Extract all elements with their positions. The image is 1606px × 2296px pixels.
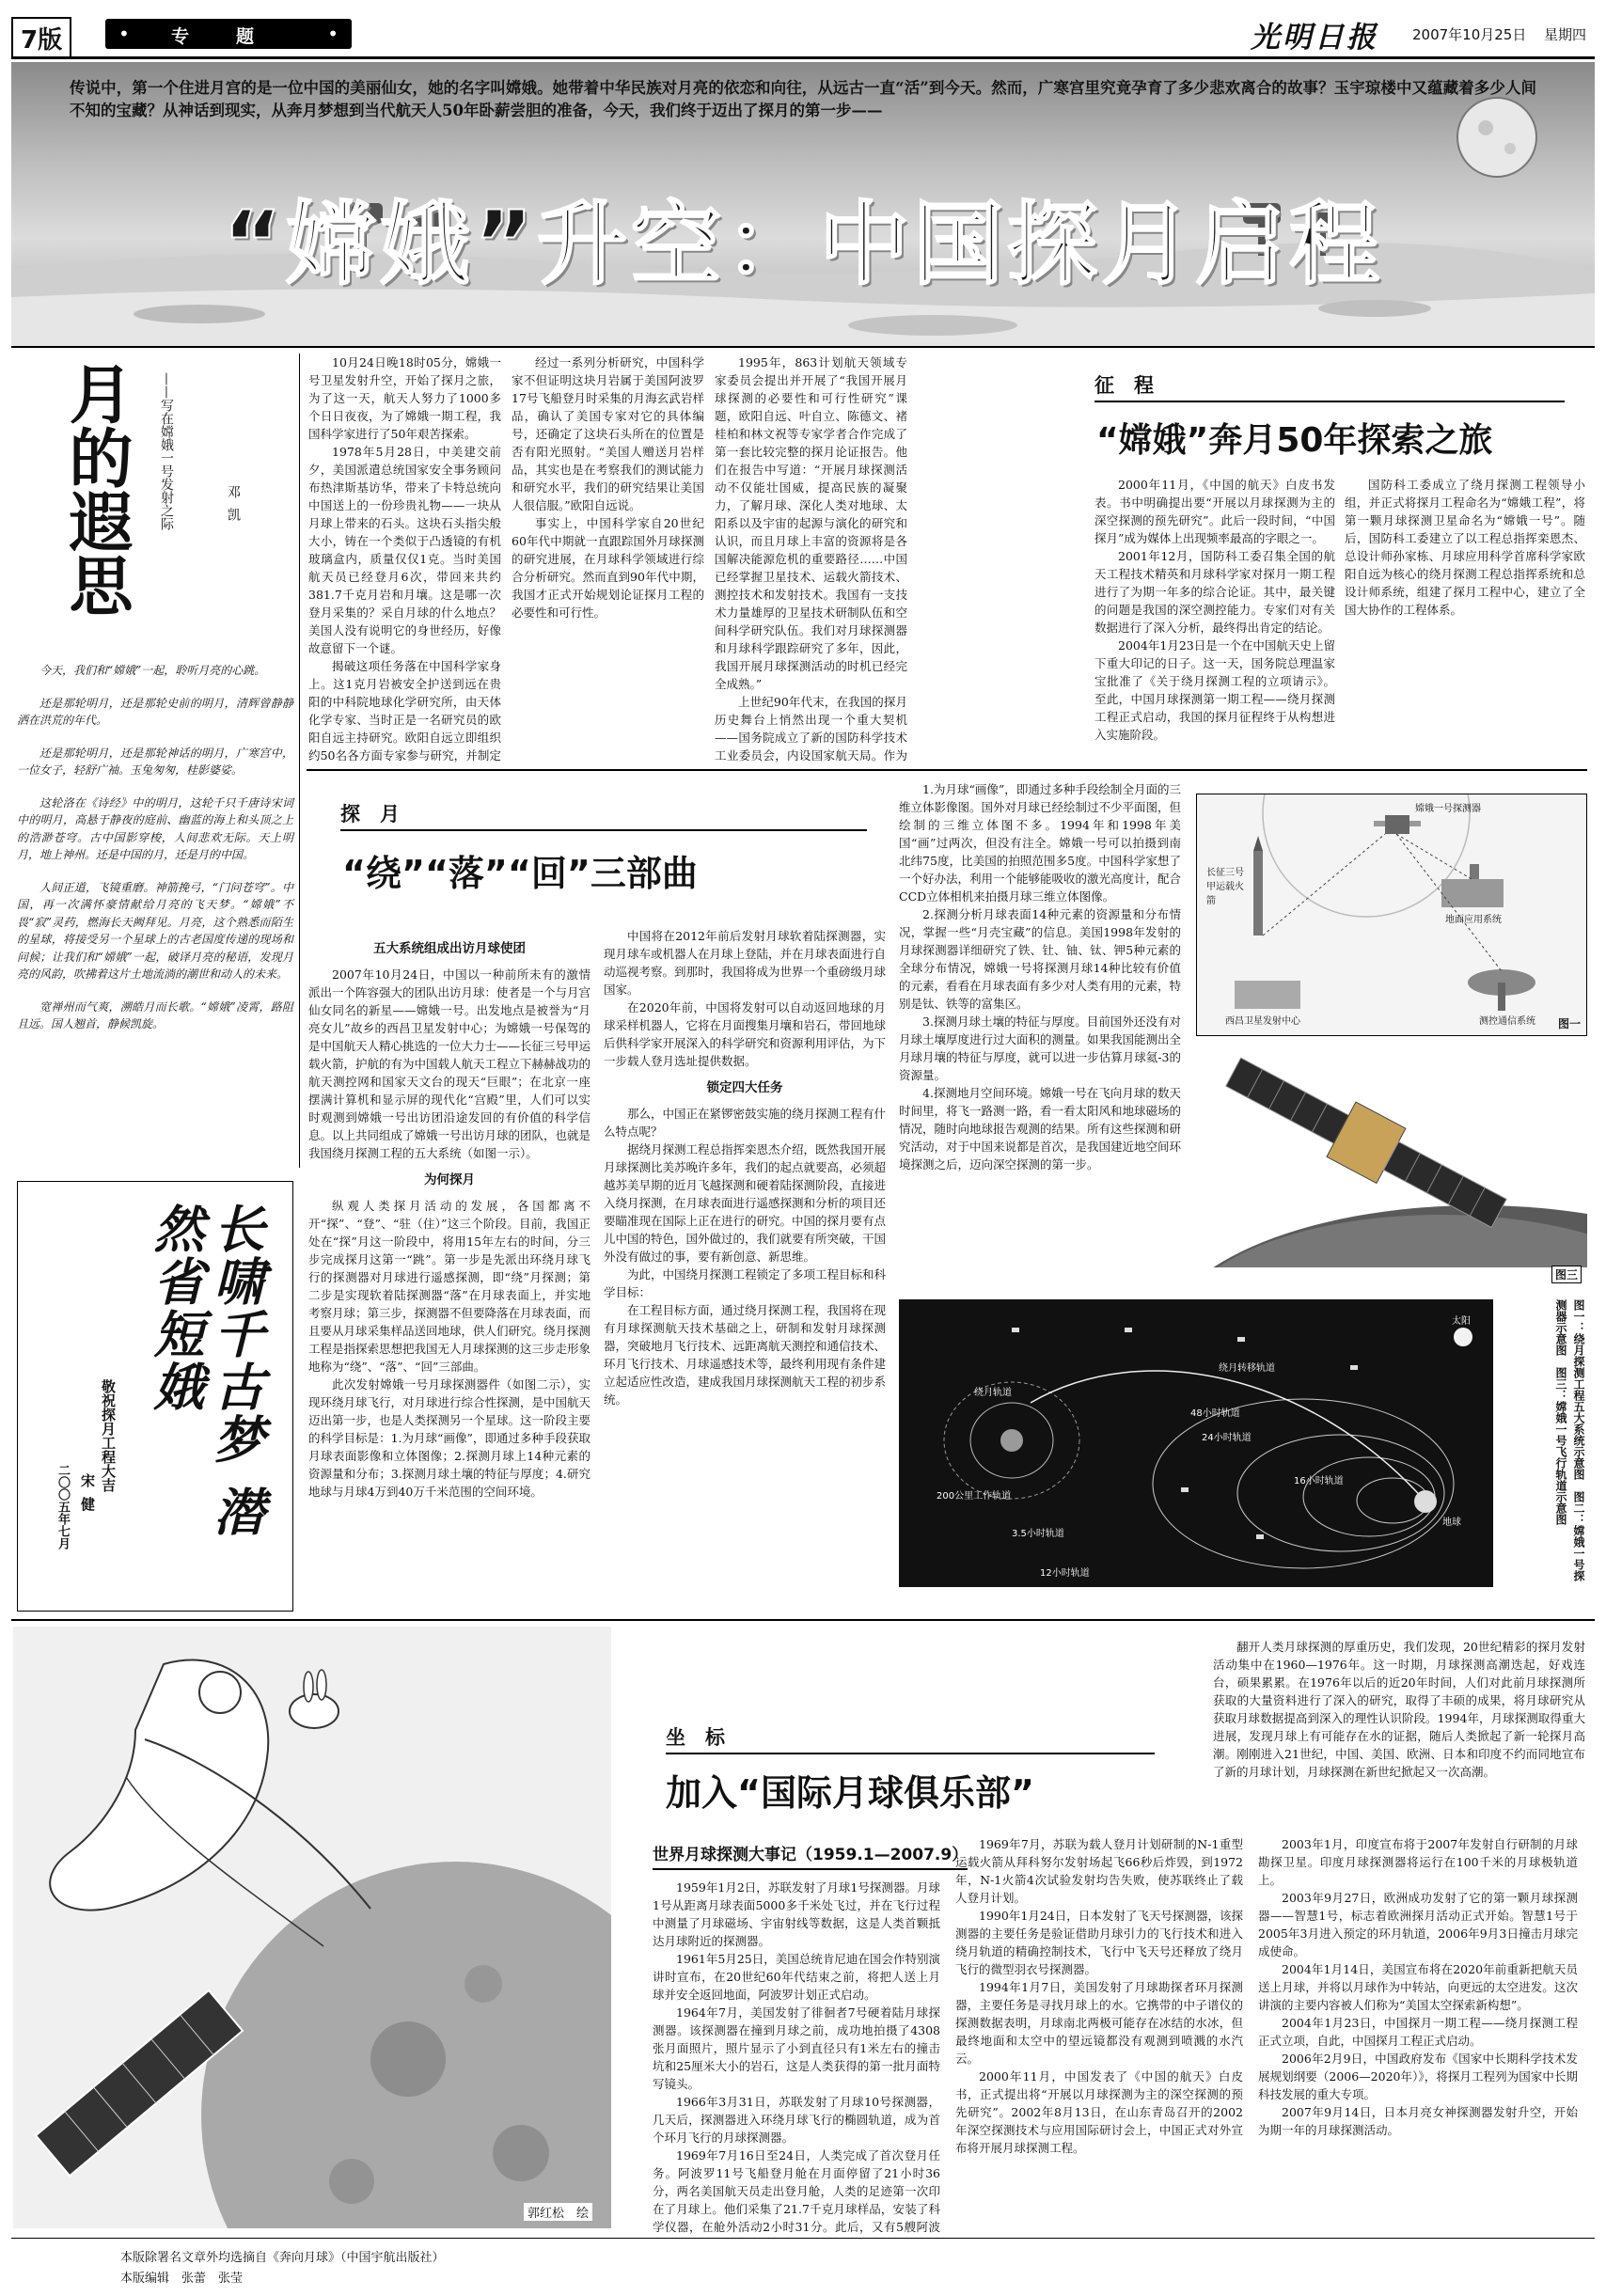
fig1-label-probe: 嫦娥一号探测器 [1415,804,1481,814]
chronicle-item: 2004年1月14日，美国宣布将在2020年前重新把航天员送上月球，并将以月球作为中转站，向更远的太空进发。这次讲演的主要内容被人们称为“美国太空探索新构想”。 [1258,1962,1578,2012]
club-tag: 坐 标 [666,1726,725,1749]
essay-column [13,354,297,1168]
chronicle-item: 2000年11月，中国发表了《中国的航天》白皮书，正式提出将“开展以月球探测为主的深空探测的预先研究”。2002年8月13日，在山东青岛召开的2002年深空探测技术与应用国际研讨会上，中国正式对外宣布将开展月球探测工程。 [955,2069,1243,2155]
chronicle-item: 1969年7月16日至24日，人类完成了首次登月任务。阿波罗11号飞船登月舱在月面停留了21小时36分，两名美国航天员走出登月舱，人类的足迹第一次印在了月球上。他们采集了21.7千克月球样品，安装了科学仪器，在舱外活动2小时31分。此后，又有5艘阿波 [653,2148,940,2234]
banner-headline: “嫦娥”升空：中国探月启程 [222,192,1384,297]
evolution-tag-rule [1094,401,1565,402]
orbit-label-200km: 200公里工作轨道 [937,1491,1012,1502]
article-paragraph: 1995年，863计划航天领域专家委员会提出并开展了“我国开展月球探测的必要性和可行性研究”课题，欧阳自远、叶自立、陈德文、褚桂柏和林文祝等专家学者合作完成了第一套比较完整的探月论证报告。他们在报告中写道：“开展月球探测活动不仅能壮国威，提高民族的凝聚力，了解月球、深化人类对地球、太阳系以及宇宙的起源与演化的研究和认识，而且月球上丰富的资源将是各国解决能源危机的重要路径……中国已经掌握卫星技术、运载火箭技术、测控技术和发射技术。我国有一支技术力量雄厚的卫星技术研制队伍和空间科学研究队伍。我们对月球探测器和月球科学跟踪研究了多年，因此，我国开展月球探测活动的时机已经完全成熟。” [715,355,907,691]
section-box [105,19,352,49]
essay-subtitle: ——写在嫦娥一号发射之际 [159,372,174,530]
banner-lead: 传说中，第一个住进月宫的是一位中国的美丽仙女，她的名字叫嫦娥。她带着中华民族对月亮的依恋和向往，从远古一直“活”到今天。然而，广寒宫里究竟孕育了多少悲欢离合的故事？玉宇琼楼中又蕴藏着多少人间不知的宝藏？从神话到现实，从奔月梦想到当代航天人50年卧薪尝胆的准备，今天，我们终于迈出了探月的第一步—— [70,79,1536,119]
poem-calligraphy: 长啸千古梦 潜然省短娥 [146,1203,266,1538]
change-illustration [13,1627,611,2228]
figure-probe [1196,1046,1587,1267]
evolution-title: “嫦娥”奔月50年探索之旅 [1096,421,1493,460]
article1-col1 [308,354,501,767]
fig1-label-ground: 地面应用系统 [1445,915,1502,925]
chronicle-item: 1969年7月，苏联为载人登月计划研制的N-1重型运载火箭从拜科努尔发射场起飞66秒后炸毁，到1972年，N-1火箭4次试验发射均告失败，使苏联终止了载人登月计划。 [955,1837,1243,1905]
chronicle-item: 2006年2月9日，中国政府发布《国家中长期科学技术发展规划纲要（2006—2020年）》，将探月工程列为国家中长期科技发展的重大专项。 [1258,2052,1578,2101]
poem-dedication: 敬祝探月工程大吉 [100,1379,117,1492]
club-header [624,1627,1189,1815]
paper-name: 光明日报 [1251,21,1378,55]
figure-five-systems [1196,794,1587,1036]
poem-author: 宋健 [79,1473,96,1520]
trilogy-paragraph: 为此，中国绕月探测工程锁定了多项工程目标和科学目标： [604,1267,886,1299]
trilogy-paragraph: 中国将在2012年前后发射月球软着陆探测器，实现月球车或机器人在月球上登陆，并在月球表面进行自动巡视考察。到那时，我国将成为世界一个重磅级月球国家。 [604,929,886,997]
essay-paragraph: 人间正道，飞镜重磨。神箭挽弓，“门问苍穹”。中国，再一次满怀豪情献给月亮的飞天梦。“嫦娥”不畏“寂”灵药，燃海长天阙拜见。月亮，这个熟悉而陌生的星球，将接受另一个星球上的古老国度传递的现场和问候；让我们和“嫦娥”一起，破译月亮的秘语，发现月亮的风韵，吹拂着这片土地流淌的潮世和动人的未来。 [17,880,293,981]
trilogy-subhead: 五大系统组成出访月球使团 [373,941,526,956]
chronicle-col3 [1258,1835,1578,2238]
orbit-label-3-5h: 3.5小时轨道 [1012,1529,1064,1539]
upper-section-rule [307,769,1587,771]
chronicle-item: 2007年9月14日，日本月亮女神探测器发射升空，开始为期一年的月球探测活动。 [1258,2105,1578,2137]
trilogy-paragraph: 在工程目标方面，通过绕月探测工程，我国将在现有月球探测航天技术基础之上，研制和发射月球探测器，突破地月飞行技术、远距离航天测控和通信技术、环月飞行技术、月球遥感技术等，最终利用现有条件建立起适应性改造，建成我国月球探测航天工程的初步系统。 [604,1303,886,1407]
trilogy-subhead: 为何探月 [424,1172,475,1187]
club-tag-rule [666,1753,1155,1754]
chronicle-col1 [653,1879,940,2238]
essay-author: 邓凯 [226,485,241,530]
five-systems-diagram [1197,794,1587,1036]
masthead-rule [11,56,1595,59]
trilogy-paragraph: 纵观人类探月活动的发展，各国都离不开“探”、“登”、“驻（住）”这三个阶段。目前，我国正处在“探”月这一阶段中，将用15年左右的时间，分三步完成探月这第一“跳”。第一步是先派出环绕月球飞行的探测器对月球进行遥感探测，即“绕”月探测；第二步是实现软着陆探测器“落”在月球表面上，并实地考察月球；第三步，探测器不但要降落在月球表面，而且要从月球采集样品送回地球，供人们研究。绕月探测工程是指探索思想把我国无人月球探测的这三步走形象地称为“绕”、“落”、“回”三部曲。 [308,1199,590,1374]
essay-paragraph: 今天，我们和“嫦娥”一起，聆听月亮的心跳。 [39,664,266,677]
trilogy-paragraph: 2007年10月24日，中国以一种前所未有的激情派出一个阵容强大的团队出访月球：使者是一个与月宫仙女同名的新星——嫦娥一号。出发地点是被誉为“月亮女儿”故乡的西昌卫星发射中心；为嫦娥一号保驾的是中国航天人精心挑选的一位大力士——长征三号甲运载火箭，护航的有为中国载人航天工程立下赫赫战功的航天测控网和国家天文台的现天“巨眼”；在北京一座摆满计算机和显示屏的现代化“宫殿”里，人们可以实时观测到嫦娥一号出访团沿途发回的有价值的科学信息。以上共同组成了嫦娥一号出访月球的团队，也就是我国绕月探测工程的五大系统（如图一示）。 [308,967,590,1160]
article1-col2 [512,354,704,767]
evolution-paragraph: 2000年11月，《中国的航天》白皮书发表。书中明确提出要“开展以月球探测为主的深空探测的预先研究”。此后一段时间，“中国探月”成为媒体上出现频率最高的字眼之一。 [1094,478,1335,545]
section-dot-left: • [118,23,130,45]
footer-rule [11,2238,1595,2239]
chronicle-item: 2004年1月23日，中国探月一期工程——绕月探测工程正式立项，自此，中国探月工程正式启动。 [1258,2016,1578,2048]
chronicle-item: 1964年7月，美国发射了徘徊者7号硬着陆月球探测器。该探测器在撞到月球之前，成功地拍摄了4308张月面照片，照片显示了小到直径只有1米左右的撞击坑和25厘米大小的岩石，这是人类获得的第一批月面特写镜头。 [653,2005,940,2091]
chronicle-item: 1959年1月2日，苏联发射了月球1号探测器。月球1号从距离月球表面5000多千米处飞过，并在飞行过程中测量了月球磁场、宇宙射线等数据，这是人类首颗抵达月球附近的探测器。 [653,1880,940,1948]
section-label: 专 题 [171,26,259,47]
orbit-label-16h: 16小时轨道 [1294,1476,1344,1486]
evolution-paragraph: 2004年1月23日是一个在中国航天史上留下重大印记的日子。这一天，国务院总理温家宝批准了《关于绕月探测工程的立项请示》。至此，中国月球探测第一期工程——绕月探测工程正式启动，我国的探月征程终于从构想进入实施阶段。 [1094,638,1335,742]
evolution-paragraph: 2001年12月，国防科工委召集全国的航天工程技术精英和月球科学家对探月一期工程进行了为期一年多的综合论证。其中，最关键的问题是我国的深空测控能力。专家们对有关数据进行了深入分析，最终得出肯定的结论。 [1094,549,1335,635]
essay-paragraph: 这轮洛在《诗经》中的明月，这轮千只千唐诗宋词中的明月，高悬于静夜的庭前、幽蓝的海上和头顶之上的浩渺苍穹。古中国影穿梭，人间悲欢无际。天上明月，地上神州。还是中国的月，还是月的中国。 [17,795,293,861]
essay-paragraph: 宽禅州而气爽，溯皓月而长歌。“嫦娥”凌霄，路阻且远。国人翘首，静候凯旋。 [17,999,293,1030]
banner-rule [11,346,1595,348]
chronicle-item: 2003年9月27日，欧洲成功发射了它的第一颗月球探测器——智慧1号，标志着欧洲探月活动正式开始。智慧1号于2005年3月进入预定的环月轨道，2006年9月3日撞击月球完成使命。 [1258,1891,1578,1958]
trilogy-paragraph: 1.为月球“画像”，即通过多种手段绘制全月面的三维立体影像图。国外对月球已经绘制过不少平面图，但绘制的三维立体图不多。1994年和1998年美国“画”过两次，但没有注全。嫦娥一号可以拍摄到南北纬75度，比美国的拍照范围多5度。中国科学家想了一个好办法，利用一个能够能吸收的激光高度计，配合CCD立体相机来拍摄月球三维立体图像。 [899,782,1181,904]
fig1-label-tracking: 测控通信系统 [1479,1016,1535,1027]
essay-paragraph: 还是那轮明月，还是那轮史前的明月，清辉曾静静洒在洪荒的年代。 [17,696,293,727]
fig1-label: 图一 [1557,1017,1581,1030]
issue-date: 2007年10月25日 [1412,26,1527,43]
poem-box [17,1181,293,1612]
orbit-label-transfer: 绕月转移轨道 [1219,1363,1275,1374]
banner [11,62,1595,346]
chronicle-item: 1990年1月24日，日本发射了飞天号探测器，该探测器的主要任务是验证借助月球引力的飞行技术和进入绕月轨道的精确控制技术，飞行中飞天号还释放了绕月飞行的微型羽衣号探测器。 [955,1909,1243,1976]
figure-orbit [899,1299,1493,1587]
trilogy-header [308,780,891,921]
trilogy-col1 [308,931,590,1589]
middle-section-rule [11,1619,1595,1621]
essay-title: 月的遐思 [58,361,133,617]
edition-label: 7版 [11,17,71,59]
fig3-label: 图三 [1551,1266,1582,1283]
illustration-credit: 郭红松 绘 [524,2203,592,2221]
article-paragraph: 10月24日晚18时05分，嫦娥一号卫星发射升空，开始了探月之旅，为了这一天，航天人努力了1000多个日日夜夜，为了嫦娥一期工程，我国科学家进行了50年艰苦探索。 [308,355,501,441]
trilogy-col3 [899,780,1181,1269]
essay-paragraph: 还是那轮明月，还是那轮神话的明月，广寒宫中，一位女子，轻舒广袖。玉兔匆匆，桂影婆娑。 [17,746,293,777]
article-paragraph: 揭破这项任务落在中国科学家身上。这1克月岩被安全护送到远在贵阳的中科院地球化学研究所，由天体化学专家、当时正是一名研究员的欧阳自远主持研究。欧阳自远立即组织约50名各方面专家参与研究，并制定 [308,659,501,763]
footer-editors: 本版编辑 张蕾 张莹 [120,2272,244,2286]
club-intro [1213,1638,1585,1824]
evolution-tag: 征 程 [1094,374,1154,397]
club-intro-paragraph: 翻开人类月球探测的厚重历史，我们发现，20世纪精彩的探月发射活动集中在1960—1976年。这一时期，月球探测高潮迭起，好戏连台，硕果累累。在1976年以后的近20年时间，人们对此前月球探测所获取的大量资料进行了深入的研究，取得了丰硕的成果，将月球研究从获取月球数据提高到深入的理性认识阶段。1994年，月球探测取得重大进展，发现月球上有可能存在水的证据，随后人类掀起了新一轮探月高潮。刚刚进入21世纪，中国、美国、欧洲、日本和印度不约而同地宣布了新的月球计划，月球探测在新世纪掀起又一次高潮。 [1213,1640,1585,1779]
change-rabbit-drawing [13,1627,611,2228]
chronicle-col2 [955,1835,1243,2238]
trilogy-col2 [604,927,886,1589]
orbit-label-24h: 24小时轨道 [1202,1433,1252,1443]
orbit-label-48h: 48小时轨道 [1190,1408,1240,1419]
trilogy-paragraph: 此次发射嫦娥一号月球探测器件（如图二示），实现环绕月球飞行，对月球进行综合性探测，是中国航天迈出第一步，也是人类探测另一个星球。这一阶段主要的科学目标是：1.为月球“画像”，即通过多种手段获取月球表面影像和立体图像；2.探测月球上14种元素的资源量和分布；3.探测月球土壤的特征与厚度；4.研究地球与月球4万到40万千米范围的空间环境。 [308,1377,590,1499]
article1-col3 [715,354,907,767]
evolution-col2 [1345,476,1585,754]
issue-weekday: 星期四 [1544,26,1587,43]
evolution-col1 [1094,476,1335,754]
orbit-label-sun: 太阳 [1452,1316,1471,1327]
trilogy-tag-rule [340,829,867,831]
section-dot-right: • [327,23,339,45]
probe-illustration [1196,1046,1587,1267]
evolution-header [918,354,1587,470]
chronicle-item: 1966年3月31日，苏联发射了月球10号探测器，几天后，探测器进入环绕月球飞行的椭圆轨道，成为首个环月飞行的月球探测器。 [653,2095,940,2145]
footer-source-note: 本版除署名文章外均选摘自《奔向月球》（中国宇航出版社） [120,2251,445,2265]
chronicle-item: 2003年1月，印度宣布将于2007年发射自行研制的月球勘探卫星。印度月球探测器将运行在100千米的月球极轨道上。 [1258,1837,1578,1887]
trilogy-paragraph: 那么，中国正在紧锣密鼓实施的绕月探测工程有什么特点呢？ [604,1107,886,1139]
article-paragraph: 上世纪90年代末，在我国的探月历史舞台上悄然出现一个重大契机——国务院成立了新的国防科学技术工业委员会，内设国家航天局。作为 [715,695,907,763]
poem-date: 二〇〇五年七月 [55,1464,70,1549]
trilogy-paragraph: 在2020年前，中国将发射可以自动返回地球的月球采样机器人，它将在月面搜集月壤和岩石，带回地球后供科学家开展深入的科学研究和资源利用评估，为下一步载人登月选址提供数据。 [604,1000,886,1068]
article-paragraph: 1978年5月28日，中美建交前夕，美国派遣总统国家安全事务顾问布热津斯基访华，带来了卡特总统向中国送上的一份珍贵礼物——一块从月球上带来的石头。这块石头指尖般大小，铸在一个类似于凸透镜的有机玻璃盒内，质量仅仅1克。当时美国航天员已经登月6次，带回来共约381.7千克月岩和月壤。这是哪一次登月采集的？采自月球的什么地点？美国人没有说明它的身世经历，好像故意留下一个谜。 [308,445,501,655]
club-title: 加入“国际月球俱乐部” [666,1772,1034,1814]
fig1-label-rocket: 长征三号甲运载火箭 [1206,868,1244,906]
orbit-label-earth: 地球 [1442,1518,1461,1528]
trilogy-paragraph: 3.探测月球土壤的特征与厚度。目前国外还没有对月球土壤厚度进行过大面积的测量。如果我国能测出全月球月壤的特征与厚度，就可以进一步估算月球氦-3的资源量。 [899,1014,1181,1082]
essay-divider [299,354,300,1168]
chronicle-box [636,1832,1587,2240]
figure-captions: 图一：绕月探测工程五大系统示意图 图二：嫦娥一号探测器示意图 图三：嫦娥一号飞行轨道示意图 [1554,1299,1585,1581]
trilogy-paragraph: 4.探测地月空间环境。嫦娥一号在飞向月球的数天时间里，将飞一路测一路，看一看太阳风和地球磁场的情况，随时向地球报告观测的结果。所有这些探测和研究活动，对于中国来说都是首次，是我国建近地空间环境探测之后，迈向深空探测的第一步。 [899,1086,1181,1172]
article-paragraph: 事实上，中国科学家自20世纪60年代中期就一直跟踪国外月球探测的研究进展，在月球科学领域进行综合分析研究。然而直到90年代中期，我国才正式开始规划论证探月工程的必要性和可行性。 [512,516,704,620]
fig1-label-launch-center: 西昌卫星发射中心 [1225,1016,1300,1027]
trilogy-tag: 探 月 [340,803,400,826]
orbit-label-lunar-orbit: 绕月轨道 [974,1388,1012,1398]
orbit-label-12h: 12小时轨道 [1040,1568,1090,1579]
trilogy-paragraph: 2.探测分析月球表面14种元素的资源量和分布情况，掌握一些“月壳宝藏”的信息。美国1998年发射的月球探测器详细研究了铁、钍、铀、钛、钾5种元素的全球分布情况，嫦娥一号将探测月球14种比较有价值的元素，看看在月球表面有多少对人类有用的元素，特别是钛、铁等的富集区。 [899,907,1181,1011]
article-paragraph: 经过一系列分析研究，中国科学家不但证明这块月岩属于美国阿波罗17号飞船登月时采集的月海玄武岩样品，确认了美国专家对它的具体编号，还确定了这块石头所在的位置是否有阳光照射。“美国人赠送月岩样品，其实也是在考察我们的测试能力和研究水平，我们的研究结果让美国人很信服。”欧阳自远说。 [512,355,704,512]
masthead [11,9,1595,62]
evolution-paragraph: 国防科工委成立了绕月探测工程领导小组，并正式将探月工程命名为“嫦娥工程”，将第一颗月球探测卫星命名为“嫦娥一号”。随后，国防科工委建立了以工程总指挥栾恩杰、总设计师孙家栋、月球应用科学首席科学家欧阳自远为核心的绕月探测工程总指挥系统和总设计师系统，组建了探月工程中心，建立了全国大协作的工程体系。 [1345,478,1585,617]
chronicle-title: 世界月球探测大事记（1959.1—2007.9） [653,1841,968,1870]
chronicle-item: 1961年5月25日，美国总统肯尼迪在国会作特别演讲时宣布，在20世纪60年代结束之前，将把人送上月球并安全返回地面，阿波罗计划正式启动。 [653,1952,940,2002]
trilogy-subhead: 锁定四大任务 [706,1080,783,1095]
orbit-diagram [899,1299,1493,1587]
trilogy-title: “绕”“落”“回”三部曲 [342,853,698,894]
chronicle-item: 1994年1月7日，美国发射了月球勘探者环月探测器，主要任务是寻找月球上的水。它携带的中子谱仪的探测数据表明，月球南北两极可能存在冰结的水冰，但最终地面和太空中的望远镜都没有观测到喷溅的水汽云。 [955,1980,1243,2066]
trilogy-paragraph: 据绕月探测工程总指挥栾恩杰介绍，既然我国开展月球探测比美苏晚许多年，我们的起点就要高，必须超越苏美早期的近月飞越探测和硬着陆探测阶段，直接进入绕月探测，在月球表面进行遥感探测和分析的项目还要瞄准现在国际上正在进行的研究。中国的探月要有点儿中国的特色，国外做过的，我们就要有所突破，干国外没有做过的事，要有新创意、新思维。 [604,1142,886,1264]
essay-body [17,662,293,1033]
